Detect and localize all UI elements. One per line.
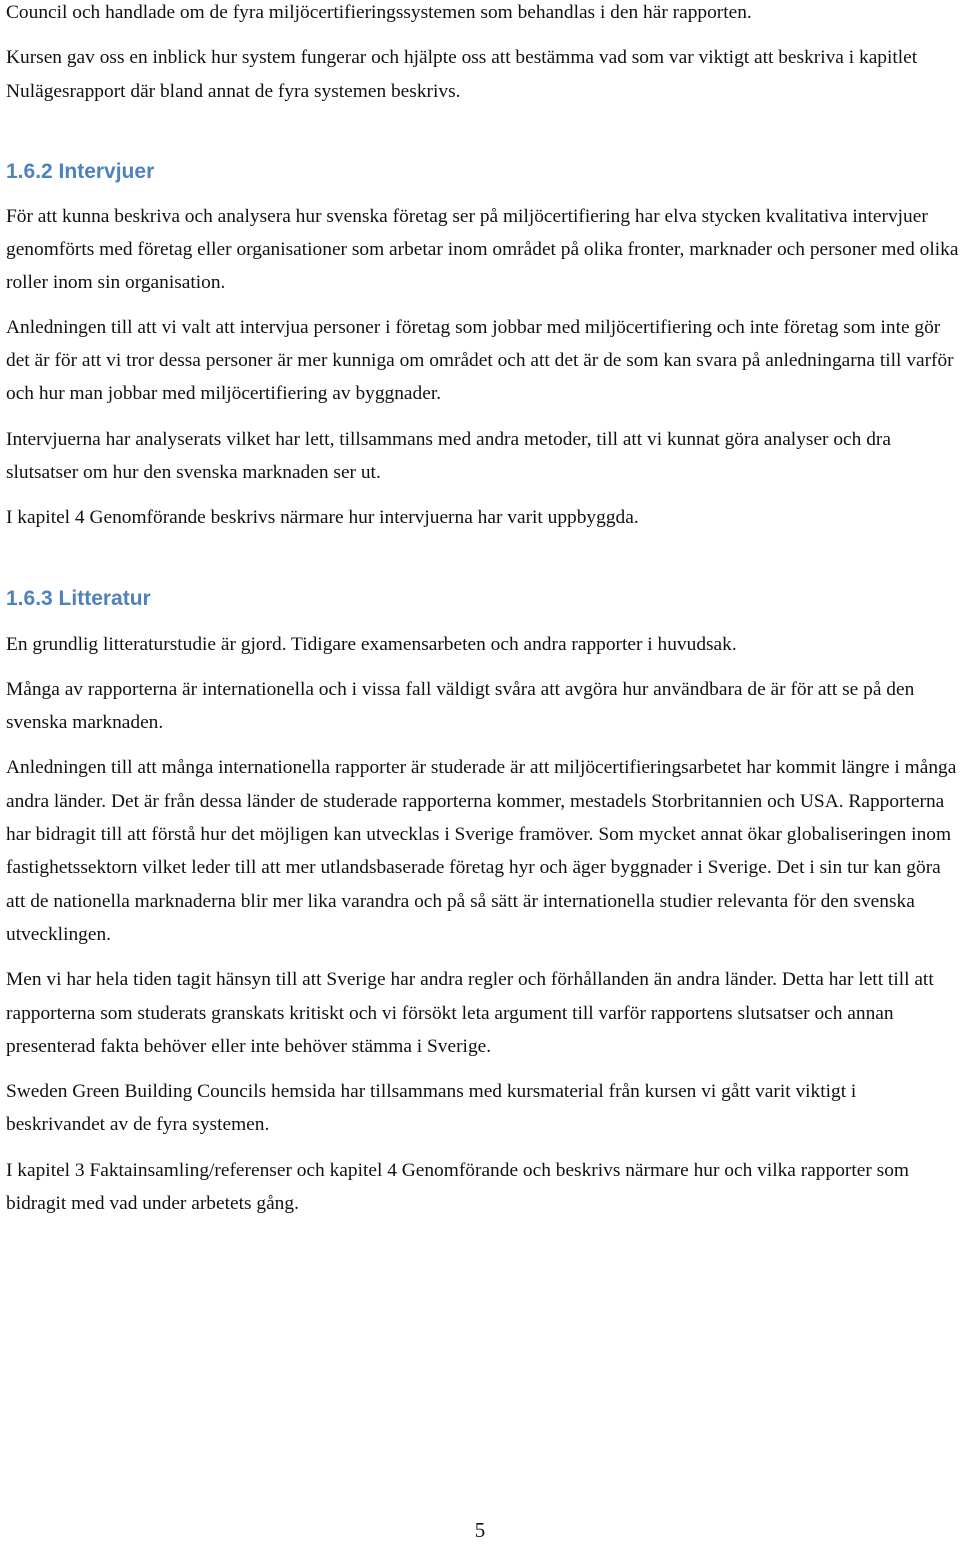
paragraph: Council och handlade om de fyra miljöcertifieringssystemen som behandlas i den här rapporten. [6,2,752,23]
paragraph: Sweden Green Building Councils hemsida har tillsammans med kursmaterial från kursen vi gått varit viktigt i beskrivandet av de fyra systemen. [6,1081,857,1136]
page-number: 5 [474,1518,486,1542]
paragraph: Kursen gav oss en inblick hur system fungerar och hjälpte oss att bestämma vad som var viktigt att beskriva i kapitlet Nulägesrapport där bland annat de fyra systemen beskrivs. [6,47,918,102]
section-heading-interviews: 1.6.2 Intervjuer [6,159,155,183]
paragraph: I kapitel 3 Faktainsamling/referenser och kapitel 4 Genomförande och beskrivs närmare hur och vilka rapporter som bidragit med vad under arbetets gång. [6,1159,909,1215]
section-heading-literature: 1.6.3 Litteratur [6,586,151,610]
paragraph: Många av rapporterna är internationella och i vissa fall väldigt svåra att avgöra hur användbara de är för att se på den svenska marknaden. [6,678,915,734]
document-page [6,0,960,1220]
paragraph: Anledningen till att många internationella rapporter är studerade är att miljöcertifieringsarbetet har kommit längre i många andra länder. Det är från dessa länder de studerade rapporterna kommer, mestadels Storbritannien och USA. Rapporterna har bidragit till att förstå hur det möjligen kan utvecklas i Sverige framöver. Som mycket annat ökar globaliseringen inom fastighetssektorn vilket leder till att mer utlandsbaserade företag hyr och äger byggnader i Sverige. Det i sin tur kan göra att de nationella marknaderna blir mer lika varandra och på så sätt är internationella studier relevanta för den svenska utvecklingen. [6,757,957,945]
paragraph: Intervjuerna har analyserats vilket har lett, tillsammans med andra metoder, till att vi kunnat göra analyser och dra slutsatser om hur den svenska marknaden ser ut. [6,428,891,483]
paragraph: Anledningen till att vi valt att intervjua personer i företag som jobbar med miljöcertifiering och inte företag som inte gör det är för att vi tror dessa personer är mer kunniga om området och att det är de som kan svara på anledningarna till varför och hur man jobbar med miljöcertifiering av byggnader. [6,316,954,405]
paragraph: För att kunna beskriva och analysera hur svenska företag ser på miljöcertifiering har elva stycken kvalitativa intervjuer genomförts med företag eller organisationer som arbetar inom området på olika fronter, marknader och personer med olika roller inom sin organisation. [6,205,959,294]
paragraph: En grundlig litteraturstudie är gjord. Tidigare examensarbeten och andra rapporter i huvudsak. [6,633,737,655]
paragraph: I kapitel 4 Genomförande beskrivs närmare hur intervjuerna har varit uppbyggda. [6,507,639,529]
paragraph: Men vi har hela tiden tagit hänsyn till att Sverige har andra regler och förhållanden än andra länder. Detta har lett till att rapporterna som studerats granskats kritiskt och vi försökt leta argument till varför rapportens slutsatser och annan presenterad fakta behöver eller inte behöver stämma i Sverige. [6,969,934,1057]
